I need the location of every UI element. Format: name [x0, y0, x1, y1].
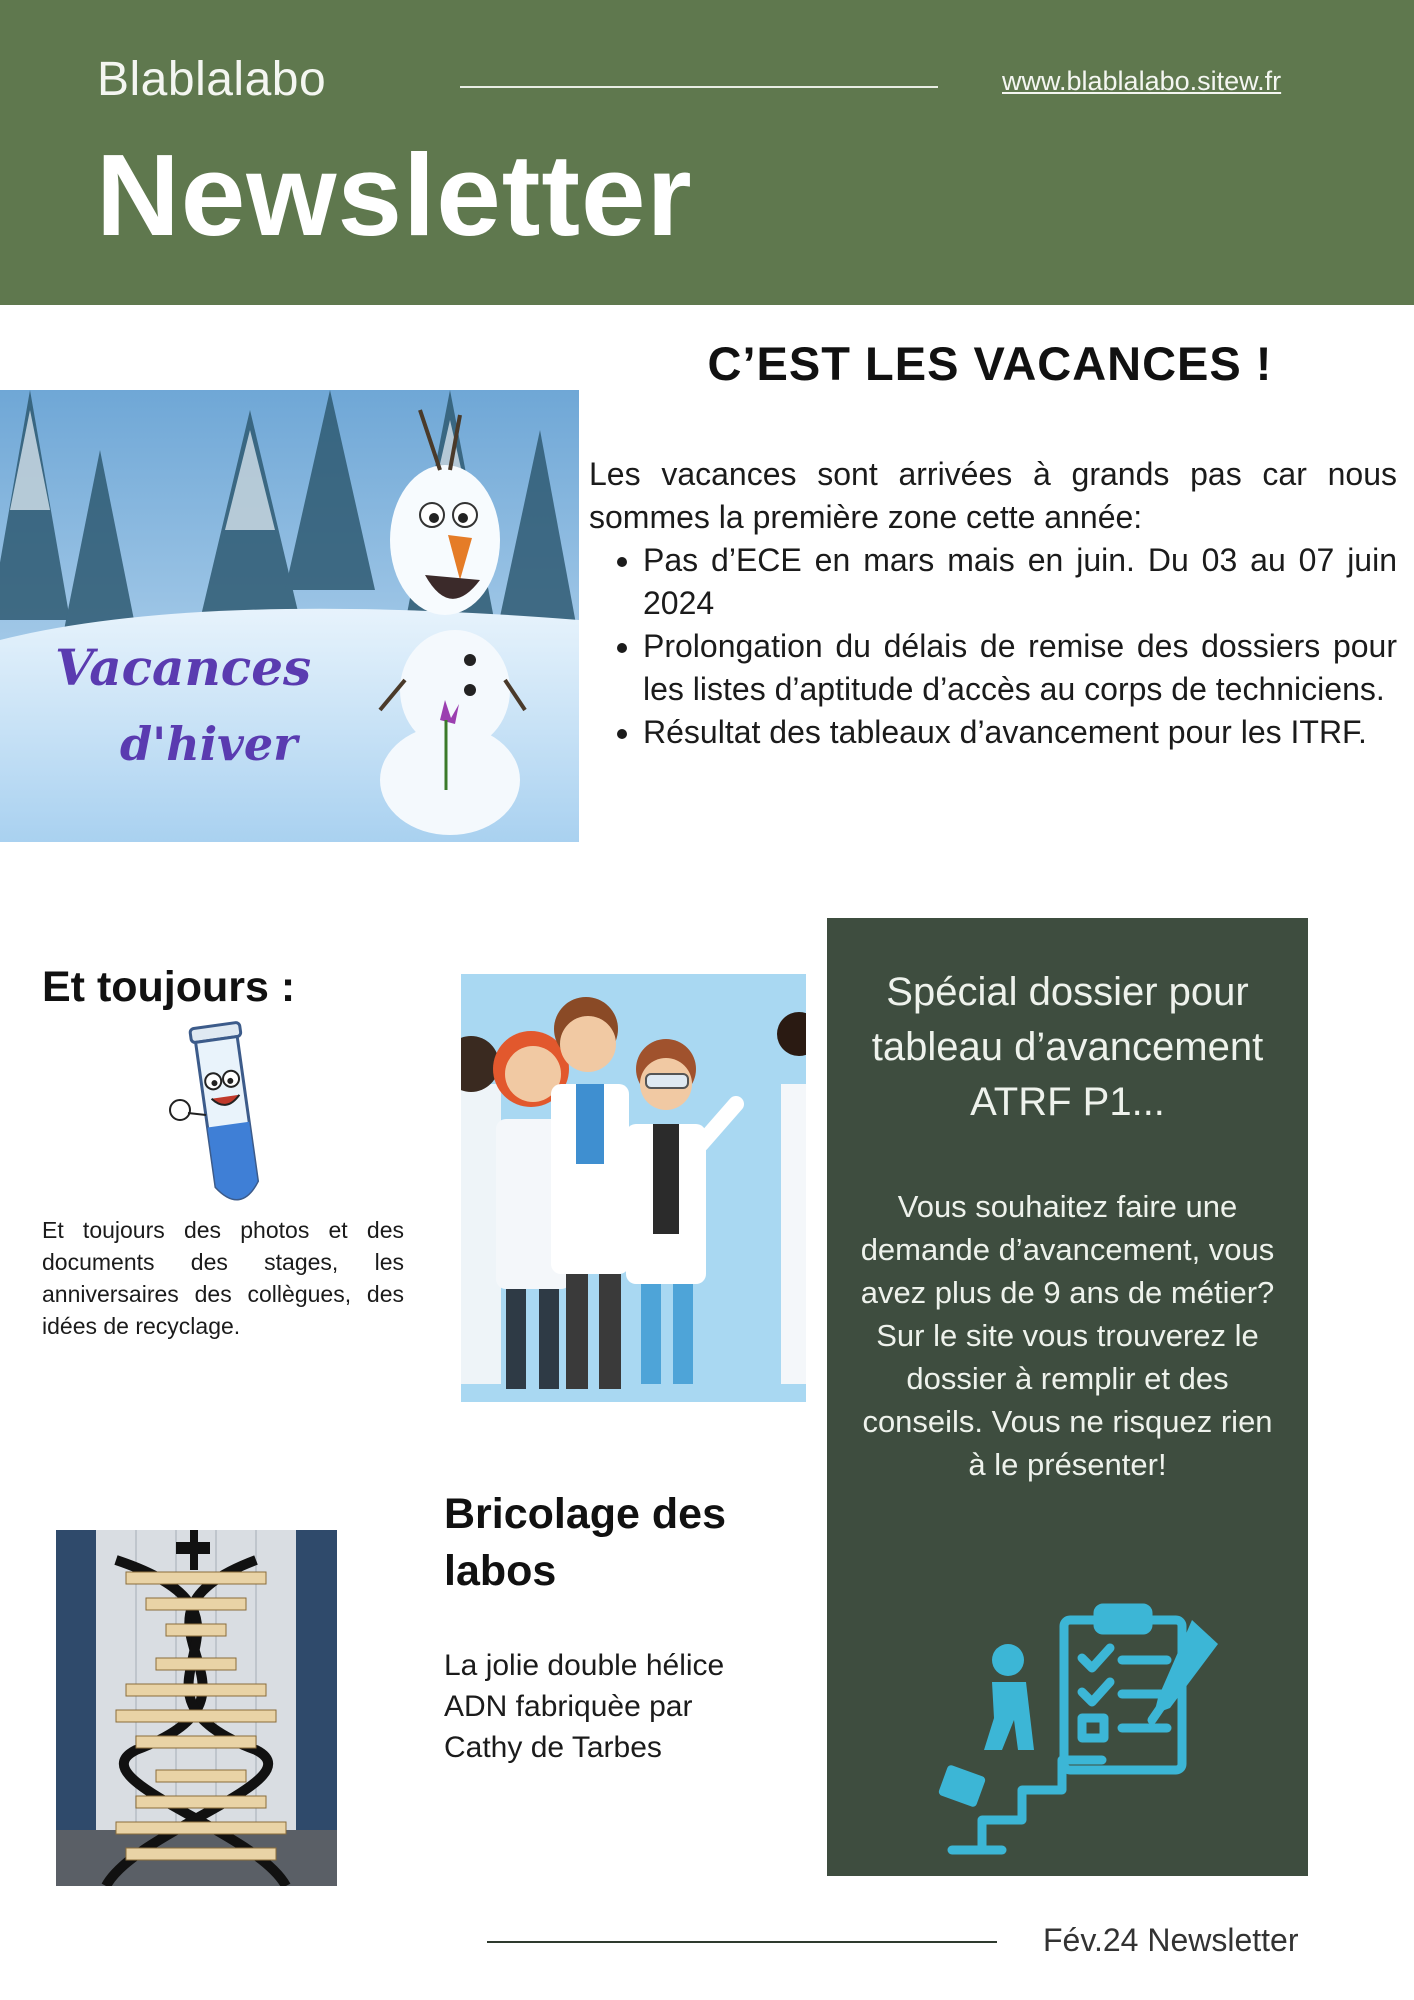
test-tube-mascot-icon [150, 1015, 300, 1215]
list-item: • Résultat des tableaux d’avancement pour les ITRF. [643, 711, 1397, 754]
footer-divider [487, 1941, 997, 1943]
toujours-text: Et toujours des photos et des documents des stages, les anniversaires des collègues, des idées de recyclage. [42, 1217, 404, 1339]
newsletter-title: Newsletter [96, 130, 693, 260]
special-dossier-title: Spécial dossier pour tableau d’avancement ATRF P1... [871, 970, 1264, 1124]
toujours-heading: Et toujours : [42, 963, 296, 1011]
website-link[interactable]: www.blablalabo.sitew.fr [1002, 66, 1282, 96]
vacances-bullet-list [589, 539, 1397, 754]
scientists-illustration [461, 974, 806, 1402]
vacances-intro: Les vacances sont arrivées à grands pas car nous sommes la première zone cette année: [589, 456, 1397, 535]
list-item: • Pas d’ECE en mars mais en juin. Du 03 au 07 juin 2024 [643, 539, 1397, 625]
winter-holiday-photo [0, 390, 579, 842]
career-stairs-checklist-icon [922, 1600, 1232, 1860]
bricolage-heading: Bricolage des labos [444, 1490, 726, 1595]
footer-label: Fév.24 Newsletter [1043, 1922, 1299, 1958]
vacances-heading: C’EST LES VACANCES ! [707, 337, 1273, 390]
special-dossier-text: Vous souhaitez faire une demande d’avancement, vous avez plus de 9 ans de métier? Sur le site vous trouverez le dossier à remplir et des conseils. Vous ne risquez rien à le présenter! [860, 1189, 1275, 1482]
list-item: • Prolongation du délais de remise des dossiers pour les listes d’aptitude d’accès au corps de techniciens. [643, 625, 1397, 711]
header-divider [460, 86, 938, 88]
svg-text:d'hiver: d'hiver [120, 717, 298, 771]
svg-text:Vacances: Vacances [55, 638, 312, 697]
dna-double-helix-photo [56, 1530, 337, 1886]
brand-name: Blablalabo [97, 53, 327, 106]
bricolage-text: La jolie double hélice ADN fabriquèe par Cathy de Tarbes [444, 1649, 725, 1764]
